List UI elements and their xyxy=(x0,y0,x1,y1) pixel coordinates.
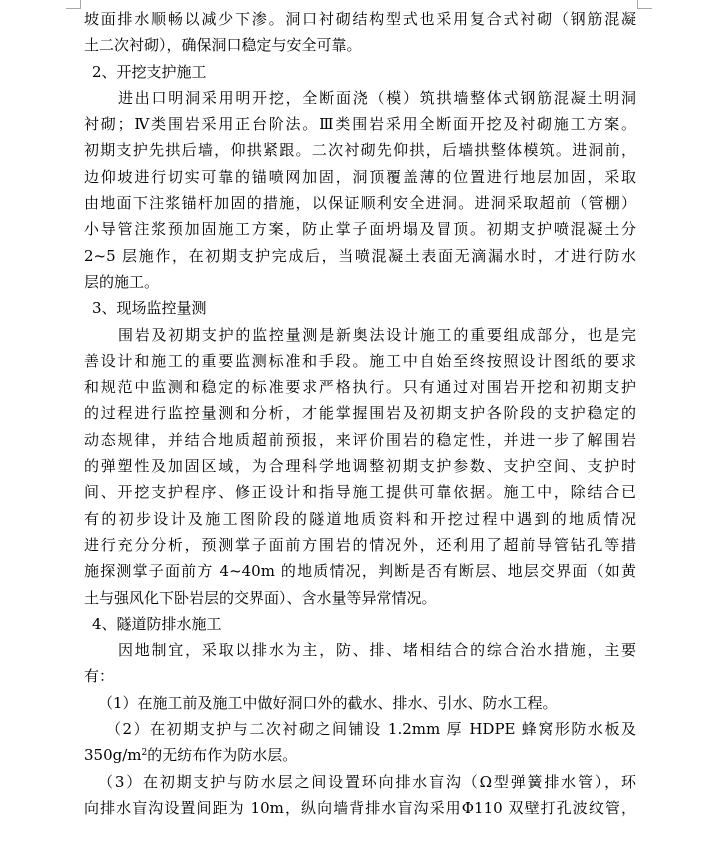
paragraph-line: 由地面下注浆锚杆加固的措施，以保证顺利安全进洞。进洞采取超前（管棚） xyxy=(84,194,636,213)
paragraph-line: 有的初步设计及施工图阶段的隧道地质资料和开挖过程中遇到的地质情况 xyxy=(84,509,636,528)
paragraph-line: 坡面排水顺畅以减少下渗。洞口衬砌结构型式也采用复合式衬砌（钢筋混凝 xyxy=(84,10,636,28)
paragraph-line: 进出口明洞采用明开挖，全断面浇（模）筑拱墙整体式钢筋混凝土明洞 xyxy=(118,88,636,107)
paragraph-line: 初期支护先拱后墙，仰拱紧跟。二次衬砌先仰拱，后墙拱整体模筑。进洞前， xyxy=(84,141,636,160)
list-item-continuation xyxy=(84,742,636,768)
paragraph-line: 有： xyxy=(84,667,115,686)
crop-mark-top-left xyxy=(66,0,81,9)
superscript: 2 xyxy=(141,748,148,759)
paragraph-line: 围岩及初期支护的监控量测是新奥法设计施工的重要组成部分，也是完 xyxy=(118,325,636,344)
paragraph-line: 的过程进行监控量测和分析，才能掌握围岩及初期支护各阶段的支护稳定的 xyxy=(84,404,636,423)
paragraph-line: 2~5 层施作，在初期支护完成后，当喷混凝土表面无滴漏水时，才进行防水 xyxy=(84,246,636,265)
crop-mark-top-right xyxy=(637,0,652,9)
paragraph-line: 的弹塑性及加固区域，为合理科学地调整初期支护参数、支护空间、支护时 xyxy=(84,457,636,476)
paragraph-line: 边仰坡进行切实可靠的锚喷网加固，洞顶覆盖薄的位置进行地层加固，采取 xyxy=(84,167,636,186)
paragraph-line: 土与强风化下卧岩层的交界面）、含水量等异常情况。 xyxy=(84,588,437,607)
paragraph-line: 小导管注浆预加固施工方案，防止掌子面坍塌及冒顶。初期支护喷混凝土分 xyxy=(84,220,636,239)
section-heading: 4、隧道防排水施工 xyxy=(92,614,222,633)
paragraph-line: 善设计和施工的重要监测标准和手段。施工中自始至终按照设计图纸的要求 xyxy=(84,351,636,370)
paragraph-line: 和规范中监测和稳定的标准要求严格执行。只有通过对围岩开挖和初期支护 xyxy=(84,378,636,397)
paragraph-line: 因地制宜，采取以排水为主，防、排、堵相结合的综合治水措施，主要 xyxy=(118,641,636,660)
paragraph-line: 衬砌；Ⅳ类围岩采用正台阶法。Ⅲ类围岩采用全断面开挖及衬砌施工方案。 xyxy=(84,115,636,134)
section-heading: 3、现场监控量测 xyxy=(92,299,207,318)
paragraph-line: 动态规律，并结合地质超前预报，来评价围岩的稳定性，并进一步了解围岩 xyxy=(84,430,636,449)
paragraph-line: 层的施工。 xyxy=(84,272,160,291)
paragraph-line: 进行充分分析，预测掌子面前方围岩的情况外，还利用了超前导管钻孔等措 xyxy=(84,535,636,554)
paragraph-line: 土二次衬砌），确保洞口稳定与安全可靠。 xyxy=(84,36,362,55)
unit-suffix-text: 的无纺布作为防水层。 xyxy=(147,746,298,765)
paragraph-line: 间、开挖支护程序、修正设计和指导施工提供可靠依据。施工中，除结合已 xyxy=(84,483,636,502)
list-item-continuation: 向排水盲沟设置间距为 10m，纵向墙背排水盲沟采用Φ110 双壁打孔波纹管， xyxy=(84,798,636,817)
list-item: （3）在初期支护与防水层之间设置环向排水盲沟（Ω型弹簧排水管），环 xyxy=(98,772,636,791)
paragraph-line: 施探测掌子面前方 4~40m 的地质情况，判断是否有断层、地层交界面（如黄 xyxy=(84,562,636,581)
section-heading: 2、开挖支护施工 xyxy=(92,62,207,81)
list-item: （2）在初期支护与二次衬砌之间铺设 1.2mm 厚 HDPE 蜂窝形防水板及 xyxy=(106,720,636,739)
list-item: （1）在施工前及施工中做好洞口外的截水、排水、引水、防水工程。 xyxy=(98,693,558,712)
document-body xyxy=(84,6,636,821)
unit-text: 350g/m xyxy=(84,746,142,765)
